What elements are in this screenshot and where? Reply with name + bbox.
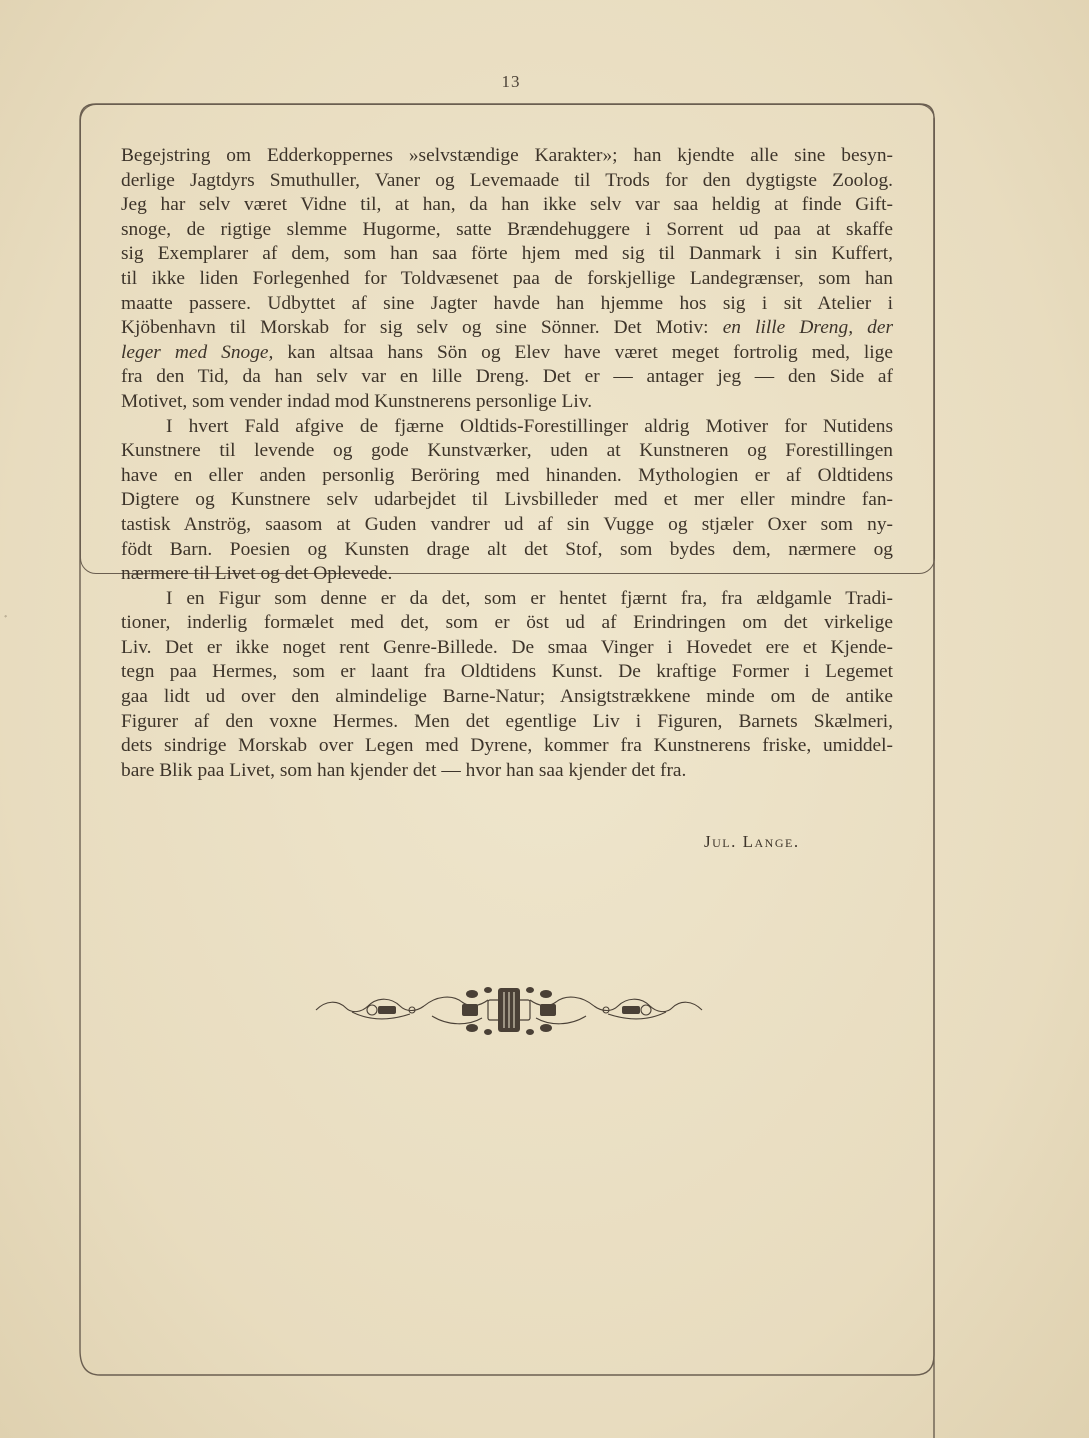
text-line: Jeg har selv været Vidne til, at han, da han ikke selv var saa heldig at finde Gift- — [121, 194, 893, 216]
text-line: I hvert Fald afgive de fjærne Oldtids-Forestillinger aldrig Motiver for Nutidens — [166, 415, 893, 437]
text-line: dets sindrige Morskab over Legen med Dyrene, kommer fra Kunstnerens friske, umiddel- — [121, 735, 893, 757]
paragraph-2 — [121, 415, 893, 587]
text-line: bare Blik paa Livet, som han kjender det — hvor han saa kjender det fra. — [121, 759, 687, 781]
text-line: Begejstring om Edderkoppernes »selvstændige Karakter»; han kjendte alle sine besyn- — [121, 145, 893, 166]
text-line: Kunstnere til levende og gode Kunstværker, uden at Kunstneren og Forestillingen — [121, 440, 893, 462]
text-line: til ikke liden Forlegenhed for Toldvæsenet paa de forskjellige Landegrænser, som han — [121, 267, 893, 289]
body-text — [121, 144, 893, 783]
paragraph-3 — [121, 587, 893, 784]
text-line: derlige Jagtdyrs Smuthuller, Vaner og Levemaade til Trods for den dygtigste Zoolog. — [121, 169, 893, 191]
author-signature: Jul. Lange. — [704, 832, 800, 851]
text-line: tioner, inderlig formælet med det, som er öst ud af Erindringen om det virkelige — [121, 612, 893, 634]
text-line: Kjöbenhavn til Morskab for sig selv og sine Sönner. Det Motiv: en lille Dreng, der — [121, 317, 893, 339]
text-line: sig Exemplarer af dem, som han saa förte hjem med sig til Danmark i sin Kuffert, — [121, 243, 893, 265]
text-line: have en eller anden personlig Beröring med hinanden. Mythologien er af Oldtidens — [121, 464, 893, 486]
text-line: födt Barn. Poesien og Kunsten drage alt det Stof, som bydes dem, nærmere og — [121, 538, 893, 560]
text-line: Liv. Det er ikke noget rent Genre-Billede. De smaa Vinger i Hovedet ere et Kjende- — [121, 636, 893, 658]
text-line: nærmere til Livet og det Oplevede. — [121, 563, 393, 585]
text-line: I en Figur som denne er da det, som er hentet fjærnt fra, fra ældgamle Tradi- — [166, 587, 893, 609]
page-number: 13 — [501, 72, 521, 91]
text-line: Digtere og Kunstnere selv udarbejdet til Livsbilleder med et mer eller mindre fan- — [121, 489, 893, 511]
text-line: maatte passere. Udbyttet af sine Jagter havde han hjemme hos sig i sit Atelier i — [121, 292, 893, 314]
text-line: Figurer af den voxne Hermes. Men det egentlige Liv i Figuren, Barnets Skælmeri, — [121, 710, 893, 732]
text-line: snoge, de rigtige slemme Hugorme, satte Brændehuggere i Sorrent ud paa at skaffe — [121, 218, 893, 240]
text-line: Motivet, som vender indad mod Kunstnerens personlige Liv. — [121, 390, 593, 412]
margin-mark: ﾞ — [4, 616, 9, 627]
paragraph-1 — [121, 144, 893, 415]
text-line: tegn paa Hermes, som er laant fra Oldtidens Kunst. De kraftige Former i Legemet — [121, 661, 893, 683]
text-line: tastisk Anströg, saasom at Guden vandrer ud af sin Vugge og stjæler Oxer som ny- — [121, 513, 893, 535]
text-line: fra den Tid, da han selv var en lille Dreng. Det er — antager jeg — den Side af — [121, 366, 893, 388]
text-line: leger med Snoge, kan altsaa hans Sön og Elev have været meget fortrolig med, lige — [121, 341, 893, 363]
decorative-tailpiece-ornament — [312, 982, 706, 1038]
text-line: gaa lidt ud over den almindelige Barne-Natur; Ansigtstrækkene minde om de antike — [121, 686, 893, 708]
